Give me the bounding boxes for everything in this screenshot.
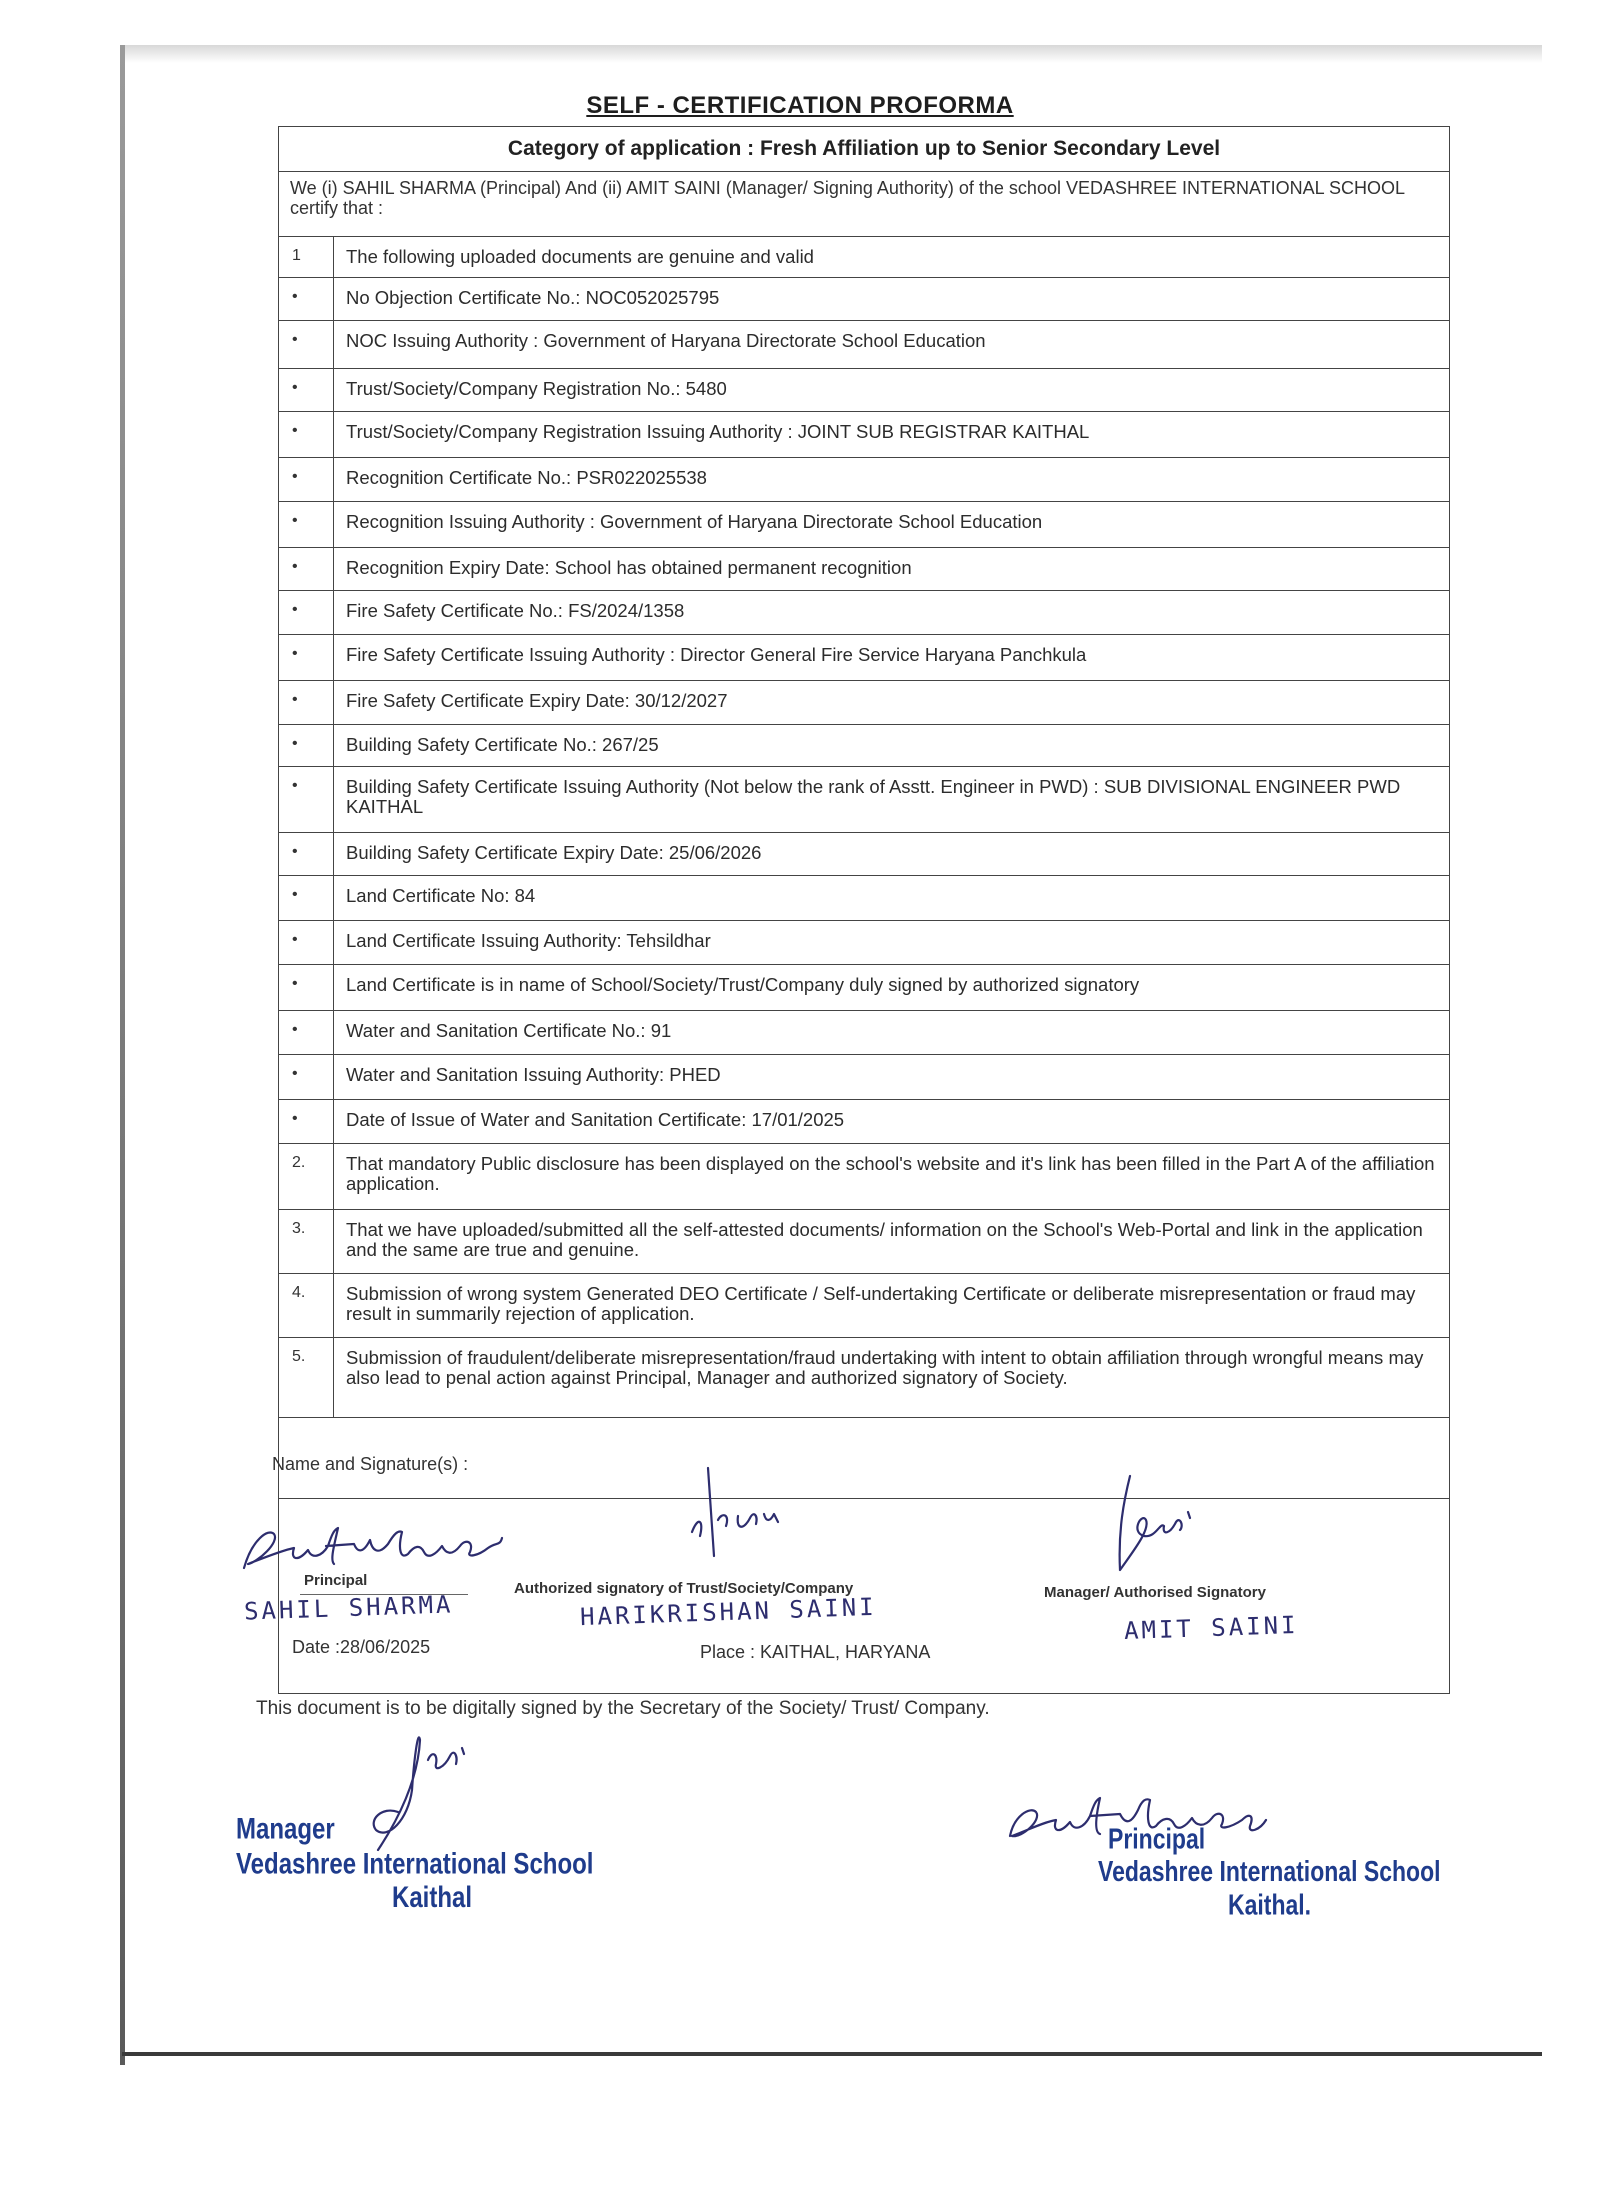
- item-row: [278, 1055, 1450, 1100]
- item-row: [278, 1011, 1450, 1055]
- item-row: [278, 767, 1450, 833]
- item-row: [278, 725, 1450, 767]
- item-number: •: [278, 591, 334, 634]
- item-text: That we have uploaded/submitted all the self-attested documents/ information on the School's Web-Portal and link in the application and the same are true and genuine.: [346, 1219, 1423, 1260]
- item-text: Recognition Certificate No.: PSR022025538: [346, 467, 707, 488]
- principal-stamp-school: Vedashree International School: [1098, 1855, 1441, 1888]
- item-number: 1: [278, 237, 334, 277]
- scan-shadow-bottom: [122, 2052, 1542, 2056]
- item-row: [278, 412, 1450, 458]
- scan-shadow-top: [122, 45, 1542, 63]
- principal-sign-line: [300, 1594, 468, 1595]
- item-number: •: [278, 1100, 334, 1143]
- item-number: •: [278, 548, 334, 590]
- authorized-role: Authorized signatory of Trust/Society/Company: [514, 1580, 854, 1597]
- item-text: The following uploaded documents are genuine and valid: [346, 246, 814, 267]
- item-text: Water and Sanitation Issuing Authority: PHED: [346, 1064, 721, 1085]
- item-row: [278, 369, 1450, 412]
- item-row: [278, 237, 1450, 278]
- document-title: SELF - CERTIFICATION PROFORMA: [586, 92, 1014, 119]
- item-row: [278, 681, 1450, 725]
- item-row: [278, 635, 1450, 681]
- item-row: [278, 1100, 1450, 1144]
- signatures-divider: [278, 1498, 1450, 1499]
- item-text: Date of Issue of Water and Sanitation Certificate: 17/01/2025: [346, 1109, 845, 1130]
- manager-signature: [1100, 1470, 1210, 1580]
- item-text: Building Safety Certificate Expiry Date: 25/06/2026: [346, 842, 762, 863]
- manager-role: Manager/ Authorised Signatory: [1044, 1584, 1266, 1601]
- item-number: •: [278, 278, 334, 320]
- item-number: •: [278, 412, 334, 457]
- item-row: [278, 502, 1450, 548]
- principal-name: SAHIL SHARMA: [243, 1590, 454, 1626]
- item-number: •: [278, 502, 334, 547]
- item-row: [278, 1144, 1450, 1210]
- item-number: •: [278, 876, 334, 920]
- item-row: [278, 876, 1450, 921]
- item-number: •: [278, 681, 334, 724]
- item-text: Land Certificate is in name of School/Society/Trust/Company duly signed by authorized signatory: [346, 974, 1140, 995]
- item-number: 4.: [278, 1274, 334, 1337]
- principal-signature: [238, 1520, 538, 1580]
- item-text: That mandatory Public disclosure has been displayed on the school's website and it's link has been filled in the Part A of the affiliation application.: [346, 1153, 1435, 1194]
- item-row: [278, 278, 1450, 321]
- manager-stamp-place: Kaithal: [392, 1880, 473, 1915]
- certification-intro: We (i) SAHIL SHARMA (Principal) And (ii) AMIT SAINI (Manager/ Signing Authority) of the school VEDASHREE INTERNATIONAL SCHOOL certify that :: [290, 178, 1405, 218]
- signatures-label: Name and Signature(s) :: [272, 1454, 469, 1474]
- item-row: [278, 458, 1450, 502]
- item-text: Submission of fraudulent/deliberate misrepresentation/fraud undertaking with intent to obtain affiliation through wrongful means may also lead to penal action against Principal, Manager and authorized signatory of Society.: [346, 1347, 1424, 1388]
- item-text: Fire Safety Certificate Expiry Date: 30/12/2027: [346, 690, 728, 711]
- principal-role: Principal: [304, 1572, 368, 1589]
- item-text: Land Certificate No: 84: [346, 885, 536, 906]
- item-text: Building Safety Certificate Issuing Authority (Not below the rank of Asstt. Engineer in PWD) : SUB DIVISIONAL ENGINEER PWD KAITHAL: [346, 776, 1401, 817]
- item-number: •: [278, 321, 334, 368]
- item-text: NOC Issuing Authority : Government of Haryana Directorate School Education: [346, 330, 986, 351]
- item-number: •: [278, 458, 334, 501]
- item-number: 2.: [278, 1144, 334, 1209]
- certification-items: [278, 236, 1450, 1418]
- manager-name: AMIT SAINI: [1123, 1610, 1299, 1646]
- signature-date: Date :28/06/2025: [292, 1637, 431, 1657]
- principal-stamp: [1098, 1822, 1441, 1921]
- item-text: Submission of wrong system Generated DEO Certificate / Self-undertaking Certificate or deliberate misrepresentation or fraud may result in summarily rejection of application.: [346, 1283, 1416, 1324]
- item-number: •: [278, 635, 334, 680]
- item-number: •: [278, 965, 334, 1010]
- item-text: Fire Safety Certificate No.: FS/2024/1358: [346, 600, 685, 621]
- item-row: [278, 591, 1450, 635]
- item-number: 5.: [278, 1338, 334, 1417]
- principal-stamp-title: Principal: [1108, 1822, 1206, 1855]
- manager-stamp-title: Manager: [236, 1812, 335, 1846]
- item-text: No Objection Certificate No.: NOC052025795: [346, 287, 720, 308]
- principal-stamp-place: Kaithal.: [1228, 1888, 1312, 1921]
- item-number: •: [278, 833, 334, 875]
- item-text: Fire Safety Certificate Issuing Authority : Director General Fire Service Haryana Panchkula: [346, 644, 1087, 665]
- manager-stamp: [236, 1812, 593, 1915]
- item-number: •: [278, 369, 334, 411]
- item-number: •: [278, 921, 334, 964]
- authorized-name: HARIKRISHAN SAINI: [579, 1592, 878, 1632]
- digital-signature-note: This document is to be digitally signed by the Secretary of the Society/ Trust/ Company.: [256, 1698, 990, 1719]
- item-number: •: [278, 1011, 334, 1054]
- item-row: [278, 1338, 1450, 1418]
- authorized-signature: [678, 1460, 798, 1560]
- scan-shadow-left: [120, 45, 125, 2065]
- item-text: Trust/Society/Company Registration Issuing Authority : JOINT SUB REGISTRAR KAITHAL: [346, 421, 1090, 442]
- item-row: [278, 1274, 1450, 1338]
- signature-place: Place : KAITHAL, HARYANA: [700, 1642, 931, 1662]
- item-row: [278, 833, 1450, 876]
- application-category: Category of application : Fresh Affiliation up to Senior Secondary Level: [278, 126, 1450, 172]
- item-text: Water and Sanitation Certificate No.: 91: [346, 1020, 672, 1041]
- item-text: Trust/Society/Company Registration No.: 5480: [346, 378, 727, 399]
- item-number: 3.: [278, 1210, 334, 1273]
- item-row: [278, 548, 1450, 591]
- item-row: [278, 1210, 1450, 1274]
- item-text: Recognition Expiry Date: School has obtained permanent recognition: [346, 557, 912, 578]
- item-row: [278, 965, 1450, 1011]
- item-text: Recognition Issuing Authority : Government of Haryana Directorate School Education: [346, 511, 1043, 532]
- item-text: Land Certificate Issuing Authority: Tehsildhar: [346, 930, 711, 951]
- manager-stamp-school: Vedashree International School: [236, 1846, 594, 1881]
- item-row: [278, 321, 1450, 369]
- item-number: •: [278, 725, 334, 766]
- item-number: •: [278, 767, 334, 832]
- item-row: [278, 921, 1450, 965]
- item-number: •: [278, 1055, 334, 1099]
- item-text: Building Safety Certificate No.: 267/25: [346, 734, 659, 755]
